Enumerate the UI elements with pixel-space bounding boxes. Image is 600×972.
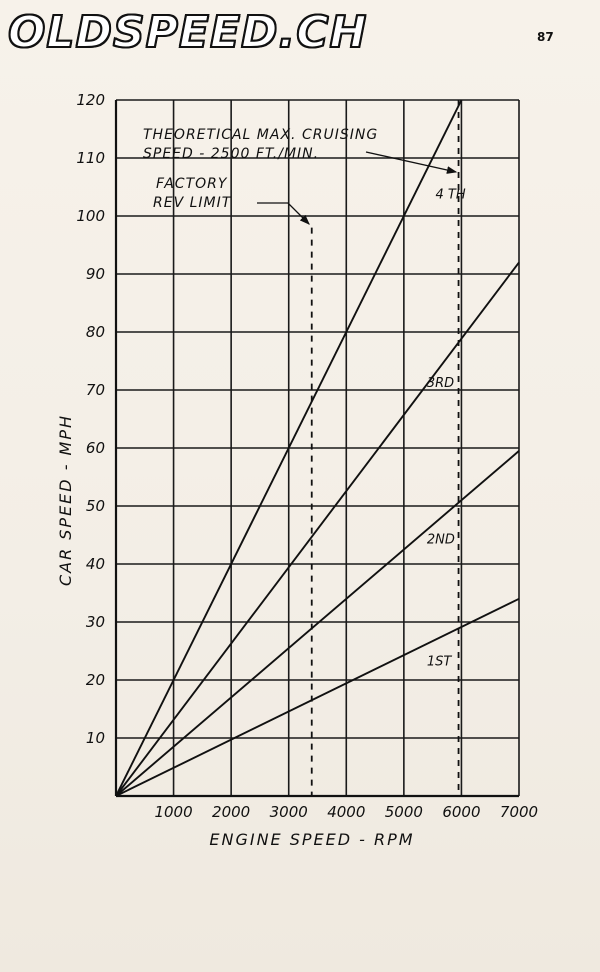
- rev-limit-annotation-line2: REV LIMIT: [153, 195, 232, 211]
- y-tick-label-10: 10: [85, 729, 105, 747]
- x-tick-label-6000: 6000: [442, 803, 481, 821]
- series-label-4th: 4 TH: [435, 187, 466, 203]
- x-tick-label-7000: 7000: [499, 803, 539, 821]
- tick-labels: [76, 91, 538, 821]
- y-tick-label-70: 70: [85, 381, 105, 399]
- page-number: 87: [537, 30, 554, 44]
- rev-limit-arrow: [257, 203, 309, 224]
- y-tick-label-120: 120: [76, 91, 105, 109]
- x-axis-title: ENGINE SPEED - RPM: [209, 830, 415, 849]
- y-tick-label-90: 90: [85, 265, 105, 283]
- y-tick-label-40: 40: [85, 555, 105, 573]
- y-tick-label-20: 20: [85, 671, 105, 689]
- series-line-1st: [116, 599, 519, 796]
- y-axis-title: CAR SPEED - MPH: [56, 413, 75, 587]
- series-label-3rd: 3RD: [426, 376, 455, 392]
- x-tick-label-2000: 2000: [212, 803, 251, 821]
- y-tick-label-50: 50: [85, 497, 105, 515]
- y-tick-label-30: 30: [85, 613, 105, 631]
- cruise-arrow: [366, 152, 456, 172]
- y-tick-label-60: 60: [85, 439, 105, 457]
- rev-limit-annotation-line1: FACTORY: [156, 176, 228, 192]
- y-tick-label-80: 80: [85, 323, 105, 341]
- site-watermark-banner: OLDSPEED.CH: [8, 7, 368, 58]
- y-tick-label-100: 100: [76, 207, 105, 225]
- cruise-annotation-line2: SPEED - 2500 FT./MIN.: [143, 146, 320, 162]
- y-tick-label-110: 110: [76, 149, 105, 167]
- cruise-annotation-line1: THEORETICAL MAX. CRUISING: [143, 127, 379, 143]
- x-tick-label-4000: 4000: [327, 803, 366, 821]
- series-line-2nd: [116, 451, 519, 796]
- series-label-1st: 1ST: [426, 654, 452, 670]
- x-tick-label-5000: 5000: [384, 803, 423, 821]
- series-label-2nd: 2ND: [426, 532, 455, 548]
- x-tick-label-3000: 3000: [269, 803, 308, 821]
- x-tick-label-1000: 1000: [154, 803, 193, 821]
